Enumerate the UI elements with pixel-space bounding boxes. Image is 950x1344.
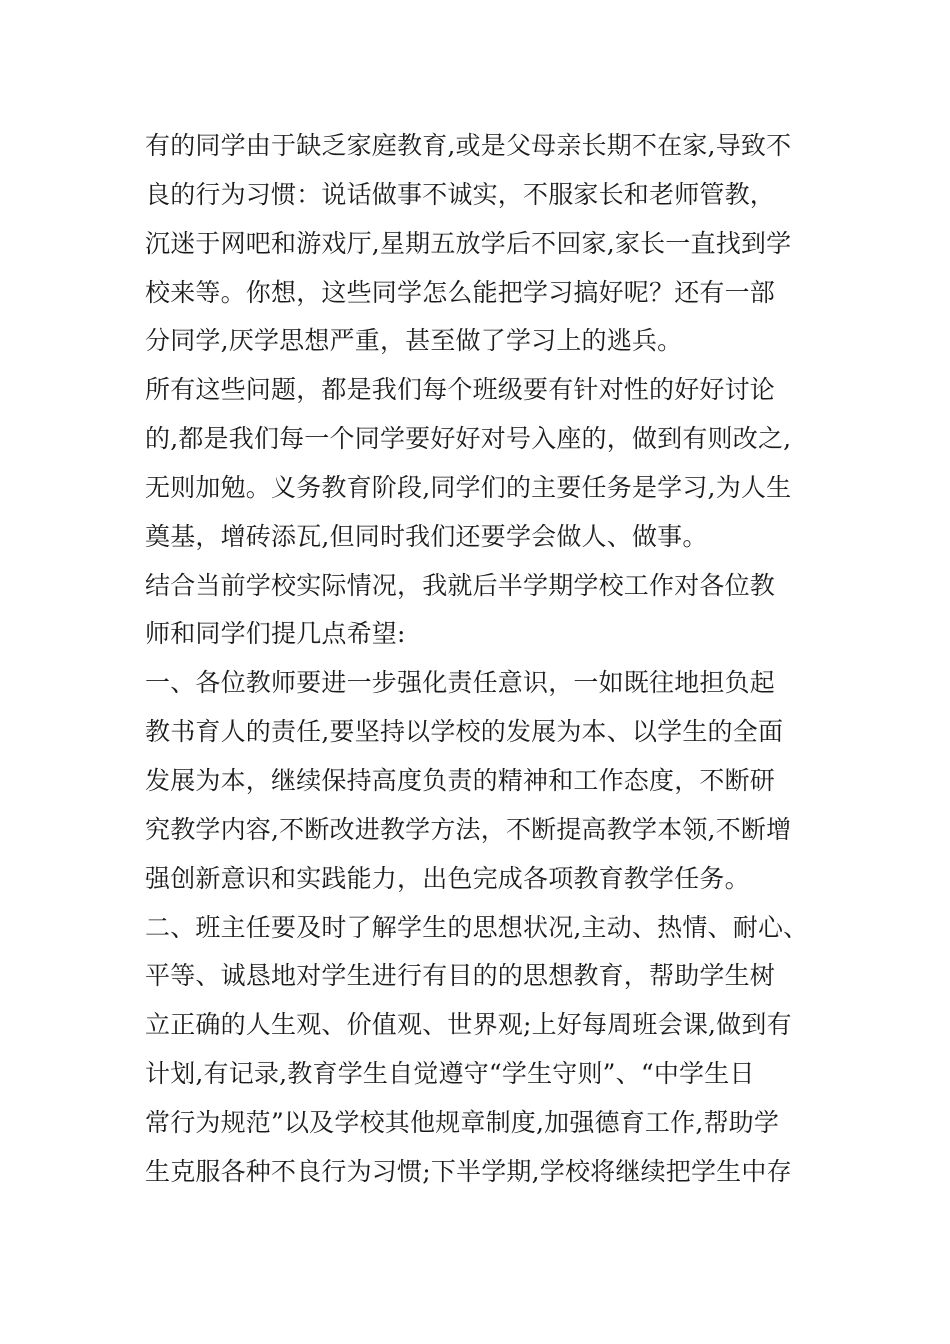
- text-line: 所有这些问题，都是我们每个班级要有针对性的好好讨论: [145, 375, 776, 405]
- document-body: [145, 122, 825, 1197]
- text-line: 立正确的人生观、价值观、世界观;上好每周班会课,做到有: [145, 1010, 792, 1040]
- text-line: 常行为规范”以及学校其他规章制度,加强德育工作,帮助学: [145, 1107, 780, 1137]
- text-line: 结合当前学校实际情况，我就后半学期学校工作对各位教: [145, 570, 776, 600]
- text-line: 师和同学们提几点希望:: [145, 619, 406, 649]
- text-line: 教书育人的责任,要坚持以学校的发展为本、以学生的全面: [145, 717, 784, 747]
- text-line: 究教学内容,不断改进教学方法，不断提高教学本领,不断增: [145, 814, 792, 844]
- text-line: 计划,有记录,教育学生自觉遵守“学生守则”、“中学生日: [145, 1059, 755, 1089]
- text-line: 生克服各种不良行为习惯;下半学期,学校将继续把学生中存: [145, 1156, 792, 1186]
- text-line: 发展为本，继续保持高度负责的精神和工作态度，不断研: [145, 765, 776, 795]
- text-line: 强创新意识和实践能力，出色完成各项教育教学任务。: [145, 863, 750, 893]
- text-line: 的,都是我们每一个同学要好好对号入座的，做到有则改之,: [145, 424, 792, 454]
- text-line: 沉迷于网吧和游戏厅,星期五放学后不回家,家长一直找到学: [145, 228, 792, 258]
- text-line: 奠基，增砖添瓦,但同时我们还要学会做人、做事。: [145, 521, 708, 551]
- text-line: 二、班主任要及时了解学生的思想状况,主动、热情、耐心、: [145, 912, 809, 942]
- text-line: 平等、诚恳地对学生进行有目的的思想教育，帮助学生树: [145, 961, 776, 991]
- text-line: 无则加勉。义务教育阶段,同学们的主要任务是学习,为人生: [145, 472, 792, 502]
- text-line: 分同学,厌学思想严重，甚至做了学习上的逃兵。: [145, 326, 683, 356]
- text-line: 有的同学由于缺乏家庭教育,或是父母亲长期不在家,导致不: [145, 131, 792, 160]
- text-line: 一、各位教师要进一步强化责任意识，一如既往地担负起: [145, 668, 776, 698]
- text-line: 良的行为习惯：说话做事不诚实，不服家长和老师管教，: [145, 179, 776, 209]
- text-line: 校来等。你想，这些同学怎么能把学习搞好呢？还有一部: [145, 277, 776, 307]
